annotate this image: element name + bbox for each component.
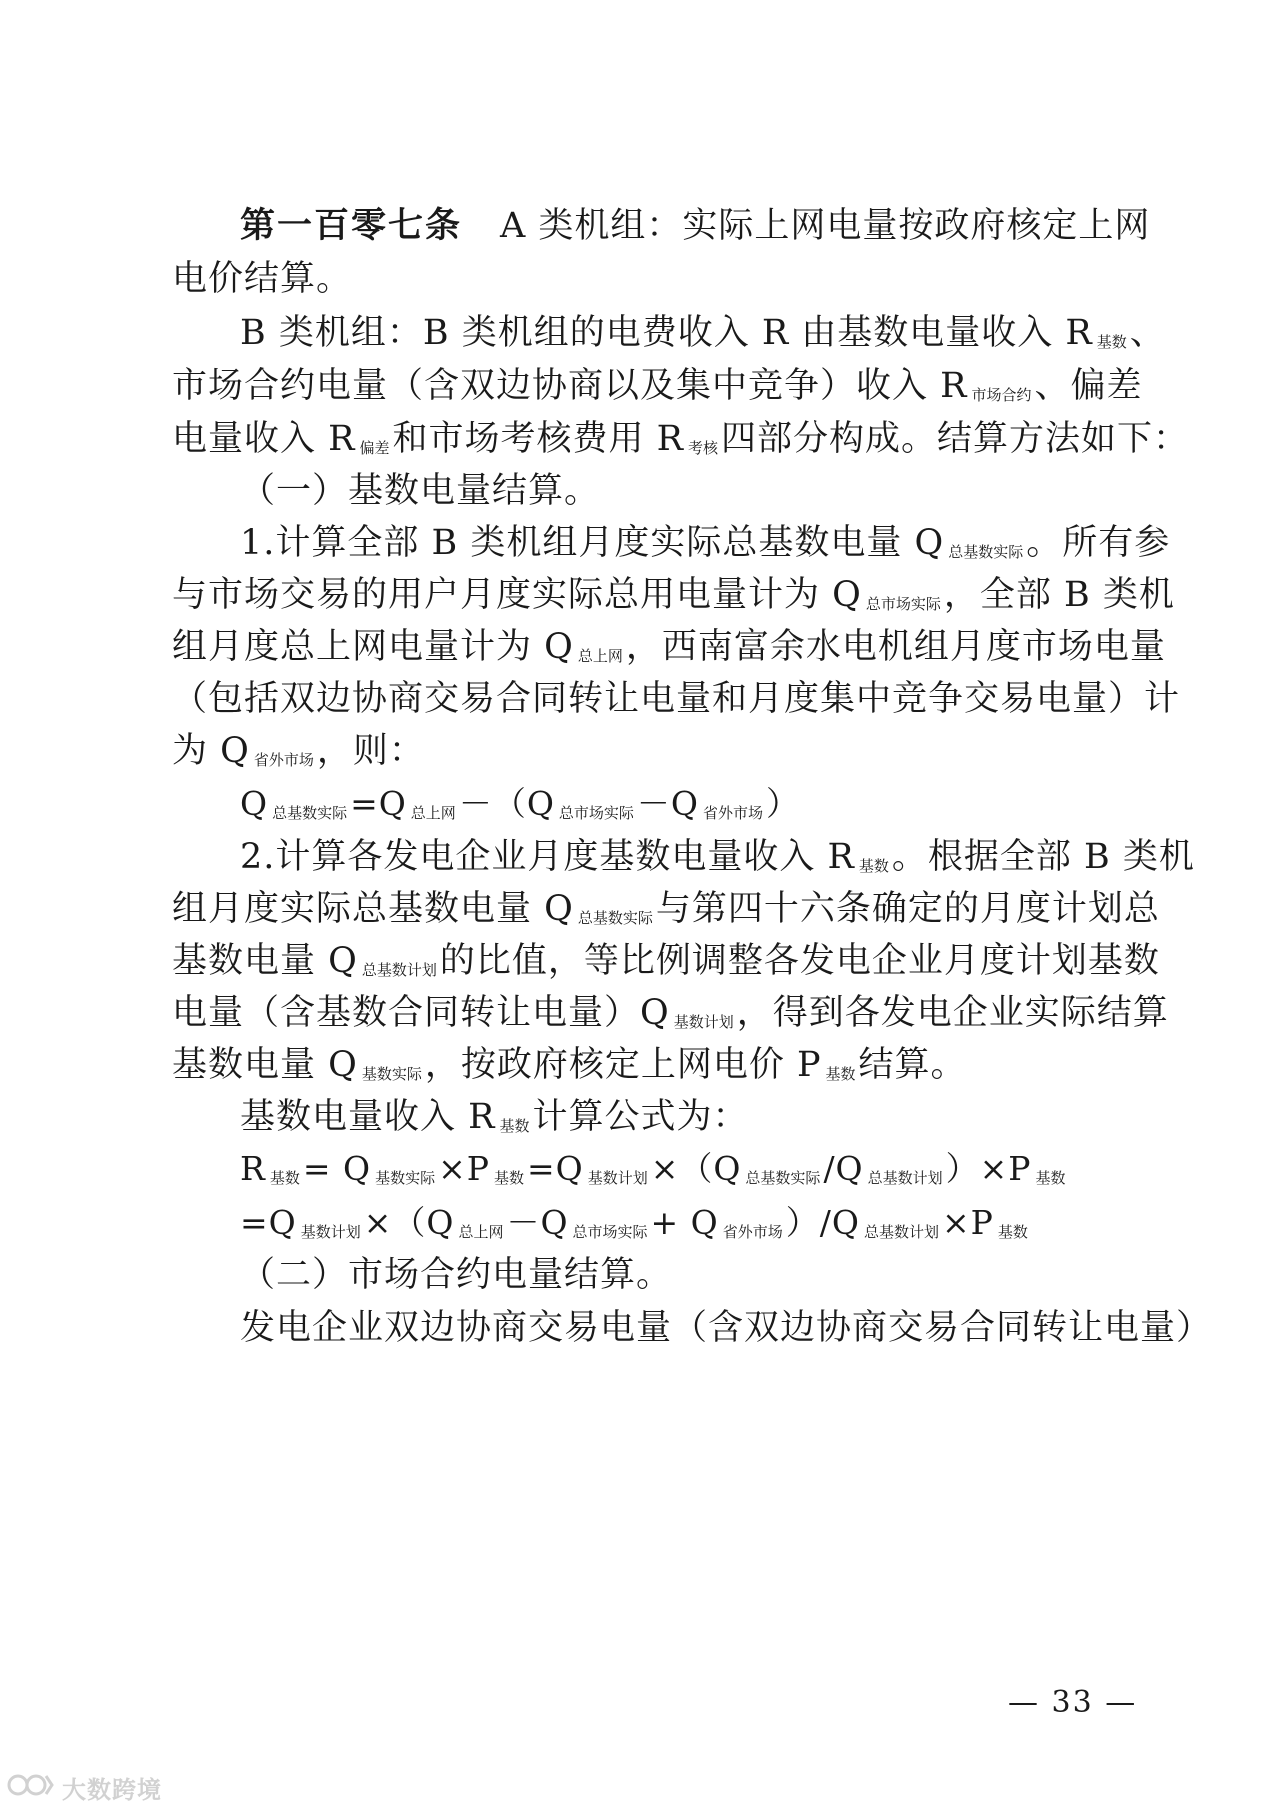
section-2-title: （二）市场合约电量结算。 — [240, 1255, 673, 1295]
last-line: 发电企业双边协商交易电量（含双边协商交易合同转让电量） — [240, 1308, 1213, 1348]
formula-3: =Q $_{基数计划}$×（Q $_{总上网}$－Q $_{总市场实际}$+ Q $_{省外市场}$）/Q $_{总基数计划}$×P $_{基数}$ — [240, 1203, 1028, 1242]
item-1-line-5: 为 Q $_{省外市场}$，则： — [172, 731, 425, 771]
item-1-line-2: 与市场交易的用户月度实际总用电量计为 Q $_{总市场实际}$，全部 B 类机 — [172, 575, 1175, 615]
item-1-line-4: （包括双边协商交易合同转让电量和月度集中竞争交易电量）计 — [172, 679, 1181, 719]
b-class-line-2: 市场合约电量（含双边协商以及集中竞争）收入 R $_{市场合约}$、偏差 — [172, 366, 1143, 406]
formula-intro: 基数电量收入 R $_{基数}$计算公式为： — [240, 1097, 749, 1137]
article-line-1 — [240, 196, 1151, 256]
page-number: — 33 — — [1008, 1685, 1138, 1720]
watermark — [6, 1770, 162, 1804]
formula-1: Q $_{总基数实际}$=Q $_{总上网}$－（Q $_{总市场实际}$－Q $_{省外市场}$） — [240, 784, 800, 823]
item-2-line-2: 组月度实际总基数电量 Q $_{总基数实际}$与第四十六条确定的月度计划总 — [172, 889, 1160, 929]
item-2-line-5: 基数电量 Q $_{基数实际}$，按政府核定上网电价 P $_{基数}$结算。 — [172, 1045, 967, 1085]
article-line-2: 电价结算。 — [172, 259, 353, 299]
section-1-title: （一）基数电量结算。 — [240, 471, 601, 511]
b-class-line-3: 电量收入 R $_{偏差}$和市场考核费用 R $_{考核}$四部分构成。结算方法如下： — [172, 419, 1190, 459]
item-2-line-1: 2.计算各发电企业月度基数电量收入 R $_{基数}$。根据全部 B 类机 — [240, 837, 1195, 877]
article-text: A 类机组：实际上网电量按政府核定上网 — [500, 206, 1151, 246]
item-2-line-3: 基数电量 Q $_{总基数计划}$的比值，等比例调整各发电企业月度计划基数 — [172, 941, 1160, 981]
b-class-line-1: B 类机组：B 类机组的电费收入 R 由基数电量收入 R $_{基数}$、 — [240, 313, 1166, 353]
formula-2: R $_{基数}$= Q $_{基数实际}$×P $_{基数}$=Q $_{基数计划}$×（Q $_{总基数实际}$/Q $_{总基数计划}$）×P $_{基数}$ — [240, 1149, 1066, 1188]
article-heading: 第一百零七条 — [240, 205, 463, 246]
item-1-line-1: 1.计算全部 B 类机组月度实际总基数电量 Q $_{总基数实际}$。所有参 — [240, 523, 1171, 563]
item-2-line-4: 电量（含基数合同转让电量）Q $_{基数计划}$，得到各发电企业实际结算 — [172, 993, 1169, 1033]
watermark-text: 大数跨境 — [62, 1775, 162, 1804]
watermark-logo-icon — [6, 1770, 56, 1804]
item-1-line-3: 组月度总上网电量计为 Q $_{总上网}$，西南富余水电机组月度市场电量 — [172, 627, 1166, 667]
